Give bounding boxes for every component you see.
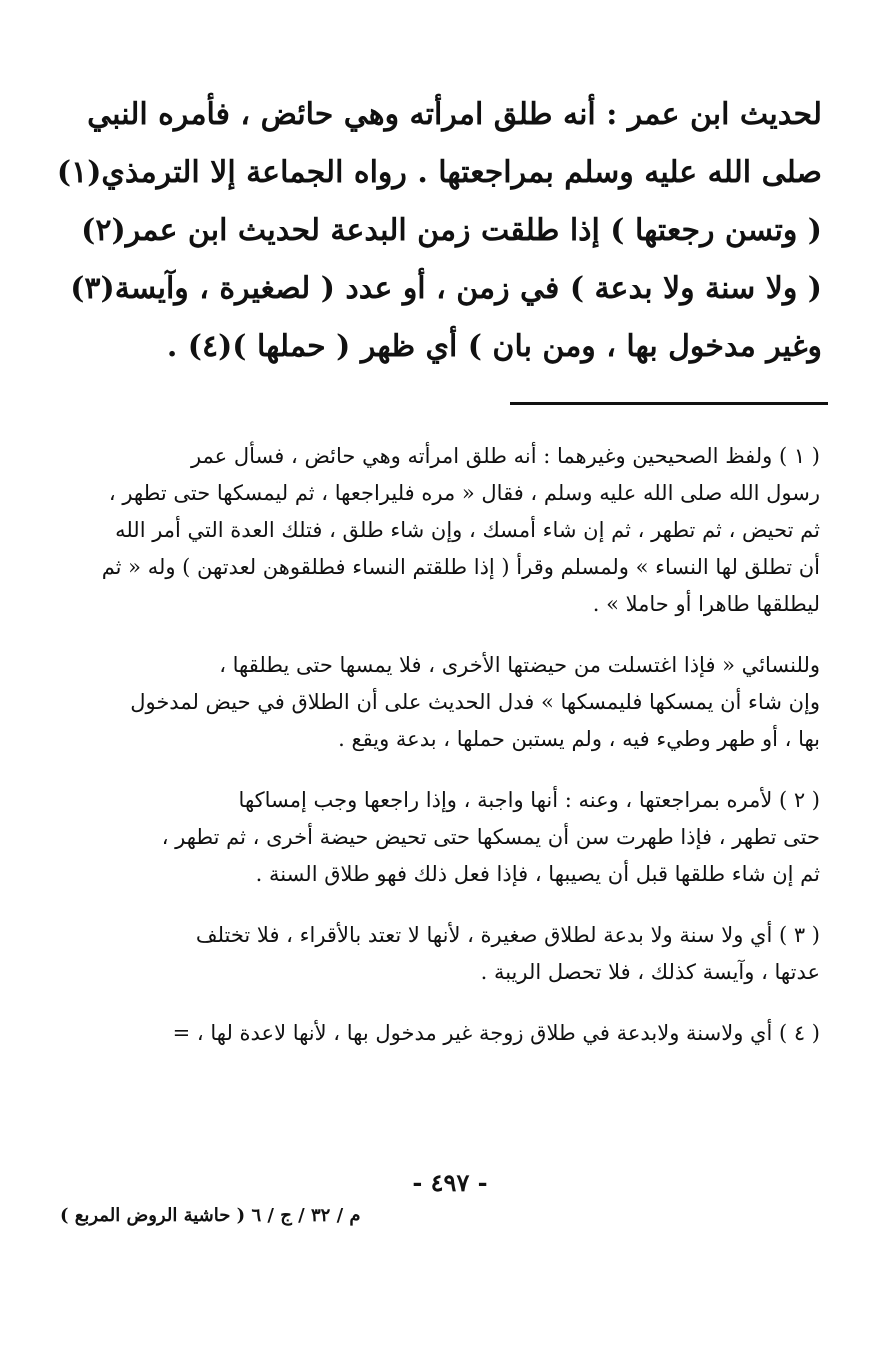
- main-text-line: لحديث ابن عمر : أنه طلق امرأته وهي حائض ، فأمره النبي: [87, 97, 822, 132]
- main-text-line: وغير مدخول بها ، ومن بان ) أي ظهر ( حملها )(٤) .: [166, 329, 822, 364]
- footnote-line: ثم تحيض ، ثم تطهر ، ثم إن شاء أمسك ، وإن شاء طلق ، فتلك العدة التي أمر الله: [115, 518, 820, 542]
- footnote-line: وإن شاء أن يمسكها فليمسكها » فدل الحديث على أن الطلاق في حيض لمدخول: [130, 690, 820, 714]
- footnote-line: ( ٣ ) أي ولا سنة ولا بدعة لطلاق صغيرة ، لأنها لا تعتد بالأقراء ، فلا تختلف: [195, 923, 820, 947]
- footnote-line: بها ، أو طهر وطيء فيه ، ولم يستبن حملها ، بدعة ويقع .: [338, 727, 820, 751]
- footnote-line: حتى تطهر ، فإذا طهرت سن أن يمسكها حتى تحيض حيضة أخرى ، ثم تطهر ،: [161, 825, 820, 849]
- footnote-line: ( ١ ) ولفظ الصحيحين وغيرهما : أنه طلق امرأته وهي حائض ، فسأل عمر: [190, 444, 820, 468]
- footnote-line: ( ٢ ) لأمره بمراجعتها ، وعنه : أنها واجبة ، وإذا راجعها وجب إمساكها: [238, 788, 820, 812]
- main-text-line: ( وتسن رجعتها ) إذا طلقت زمن البدعة لحديث ابن عمر(٢): [81, 213, 822, 248]
- footnote-line: وللنسائي « فإذا اغتسلت من حيضتها الأخرى ، فلا يمسها حتى يطلقها ،: [219, 653, 820, 677]
- footnote-1: [86, 438, 820, 623]
- footnote-line: أن تطلق لها النساء » ولمسلم وقرأ ( إذا طلقتم النساء فطلقوهن لعدتهن ) وله « ثم: [101, 555, 820, 579]
- footnote-divider: [510, 402, 828, 405]
- footnote-line: عدتها ، وآيسة كذلك ، فلا تحصل الريبة .: [480, 960, 820, 984]
- main-text-line: صلى الله عليه وسلم بمراجعتها . رواه الجماعة إلا الترمذي(١): [56, 155, 822, 190]
- footnote-line: ثم إن شاء طلقها قبل أن يصيبها ، فإذا فعل ذلك فهو طلاق السنة .: [255, 862, 820, 886]
- print-signature: م / ٣٢ / ج / ٦ ( حاشية الروض المربع ): [60, 1205, 361, 1226]
- footnote-4: [86, 1015, 820, 1052]
- page-number: - ٤٩٧ -: [412, 1168, 488, 1197]
- footnote-line: ( ٤ ) أي ولاسنة ولابدعة في طلاق زوجة غير مدخول بها ، لأنها لاعدة لها ، =: [172, 1021, 820, 1045]
- main-text-line: ( ولا سنة ولا بدعة ) في زمن ، أو عدد ( لصغيرة ، وآيسة(٣): [70, 271, 822, 306]
- footnote-line: رسول الله صلى الله عليه وسلم ، فقال « مره فليراجعها ، ثم ليمسكها حتى تطهر ،: [108, 481, 820, 505]
- footnote-line: ليطلقها طاهرا أو حاملا » .: [592, 592, 820, 616]
- main-text-block: [56, 86, 822, 376]
- footnote-2: [86, 782, 820, 893]
- footnote-1-continued: [86, 647, 820, 758]
- footnote-3: [86, 917, 820, 991]
- footnotes-section: [86, 438, 820, 1076]
